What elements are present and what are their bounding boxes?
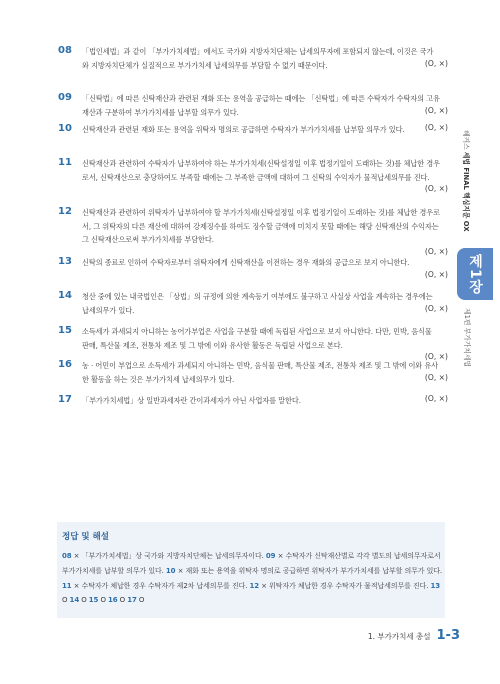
question-number: 17	[58, 394, 72, 405]
answer-number: 10	[165, 566, 176, 575]
side-brand: 해커스	[462, 130, 470, 152]
ox-choice[interactable]: (O, ×)	[424, 58, 448, 68]
ox-choice[interactable]: (O, ×)	[424, 269, 448, 279]
answer-number: 17	[127, 596, 137, 605]
question-number: 10	[58, 123, 72, 134]
chapter-tab-label: 제1장	[467, 254, 483, 295]
page-footer	[368, 628, 460, 643]
answer-text: × 「부가가치세법」상 국가와 지방자치단체는 납세의무자이다.	[71, 552, 266, 560]
side-book-name: 세법 FINAL 핵심지문 OX	[462, 151, 470, 232]
answer-text: × 수탁자가 체납한 경우 수탁자가 제2차 납세의무를 진다.	[71, 581, 250, 590]
ox-choice[interactable]: (O, ×)	[424, 394, 448, 403]
question-text: 청산 중에 있는 내국법인은 「상법」의 규정에 의한 계속등기 여부에도 불구하고 사실상 사업을 계속하는 경우에는 납세의무가 있다.	[82, 292, 433, 315]
answer-body	[62, 549, 442, 608]
question-text: 「신탁법」에 따른 신탁재산과 관련된 재화 또는 용역을 공급하는 때에는 「신탁법」에 따른 수탁자가 수탁자의 고유재산과 구분하여 부가가치세를 납부할 의무가 있다.	[82, 94, 440, 117]
question-item	[58, 325, 448, 361]
answer-text: O	[98, 596, 108, 605]
question-text: 신탁의 종료로 인하여 수탁자로부터 위탁자에게 신탁재산을 이전하는 경우 재화의 공급으로 보지 아니한다.	[82, 258, 410, 267]
answer-number: 12	[249, 581, 260, 590]
question-text: 「부가가치세법」상 일반과세자란 간이과세자가 아닌 사업자를 말한다.	[82, 396, 301, 405]
answer-number: 11	[62, 581, 72, 590]
answer-text: × 수탁자가 신탁재산별로 각각 별도의 납세의무자로서 부가가치세를 납부할 의무가 있다.	[62, 552, 441, 575]
question-number: 08	[58, 45, 72, 56]
answer-title: 정답 및 해설	[62, 532, 109, 542]
question-item	[58, 359, 448, 386]
question-number: 11	[58, 157, 72, 168]
answer-number: 08	[62, 552, 72, 560]
question-number: 12	[58, 206, 72, 217]
question-item	[58, 394, 448, 408]
footer-chapter-label: 1. 부가가치세 총설	[367, 632, 431, 641]
answer-number: 09	[265, 552, 276, 560]
ox-choice[interactable]: (O, ×)	[424, 105, 448, 115]
answer-number: 13	[430, 581, 441, 590]
page-number: 1-3	[436, 628, 460, 643]
side-book-title	[461, 130, 475, 240]
ox-choice[interactable]: (O, ×)	[424, 184, 448, 193]
ox-choice[interactable]: (O, ×)	[424, 123, 448, 132]
answer-text: O	[62, 596, 70, 605]
answer-text: O	[117, 596, 128, 605]
answer-text: O	[136, 596, 145, 605]
question-number: 09	[58, 92, 72, 103]
question-text: 「법인세법」과 같이 「부가가치세법」에서도 국가와 지방자치단체는 납세의무자에 포함되지 않는데, 이것은 국가와 지방자치단체가 실질적으로 부가가치세 납세의무를 부담할 수 없기 때문이다.	[82, 47, 434, 70]
question-text: 신탁재산과 관련하여 수탁자가 납부하여야 하는 부가가치세(신탁설정일 이후 법정기일이 도래하는 것)를 체납한 경우로서, 신탁재산으로 충당하여도 부족할 때에는 그 부족한 금액에 대하여 그 신탁의 수익자가 물적납세의무를 진다.	[82, 159, 440, 182]
question-number: 16	[58, 359, 72, 370]
side-part-title	[462, 308, 476, 378]
question-number: 14	[58, 290, 72, 301]
ox-choice[interactable]: (O, ×)	[424, 246, 448, 256]
question-text: 농 · 어민이 부업으로 소득세가 과세되지 아니하는 민박, 음식물 판매, 특산물 제조, 전통차 제조 및 그 밖에 이와 유사한 활동을 하는 것은 부가가치세 납세의무가 있다.	[82, 361, 439, 384]
question-item	[58, 206, 448, 256]
question-item	[58, 92, 448, 119]
side-part-label: 제1편 부가가치세법	[463, 308, 471, 368]
question-number: 15	[58, 325, 72, 336]
question-text: 신탁재산과 관련된 재화 또는 용역을 위탁자 명의로 공급하면 수탁자가 부가가치세를 납부할 의무가 있다.	[82, 125, 405, 134]
question-item	[58, 157, 448, 193]
question-text: 신탁재산과 관련하여 위탁자가 납부하여야 할 부가가치세(신탁설정일 이후 법정기일이 도래하는 것)를 체납한 경우로서, 그 위탁자의 다른 재산에 대하여 강제징수를 하여도 징수할 금액에 미치지 못할 때에는 해당 신탁재산의 수익자는 그 신탁재산으로써 부가가치세를 부담한다.	[82, 208, 440, 244]
question-item	[58, 45, 448, 72]
question-item	[58, 290, 448, 317]
answer-number: 14	[69, 596, 80, 605]
answer-number: 15	[88, 596, 99, 605]
question-number: 13	[58, 256, 72, 267]
answer-number: 16	[107, 596, 118, 605]
answer-box	[57, 522, 445, 618]
ox-choice[interactable]: (O, ×)	[424, 303, 448, 313]
answer-text: O	[79, 596, 89, 605]
question-item	[58, 123, 448, 137]
ox-choice[interactable]: (O, ×)	[424, 372, 448, 382]
question-item	[58, 256, 448, 279]
answer-text: × 위탁자가 체납한 경우 수탁자가 물적납세의무를 진다.	[259, 581, 431, 590]
chapter-tab[interactable]	[457, 248, 493, 300]
answer-text: × 재화 또는 용역을 위탁자 명의로 공급하면 위탁자가 부가가치세를 납부할 의무가 있다.	[175, 566, 443, 575]
question-text: 소득세가 과세되지 아니하는 농어가부업은 사업을 구분할 때에 독립된 사업으로 보지 아니한다. 다만, 민박, 음식물 판매, 특산물 제조, 전통차 제조 및 그 밖에 이와 유사한 활동은 독립된 사업으로 본다.	[82, 327, 432, 350]
ox-choice[interactable]: (O, ×)	[424, 352, 448, 361]
